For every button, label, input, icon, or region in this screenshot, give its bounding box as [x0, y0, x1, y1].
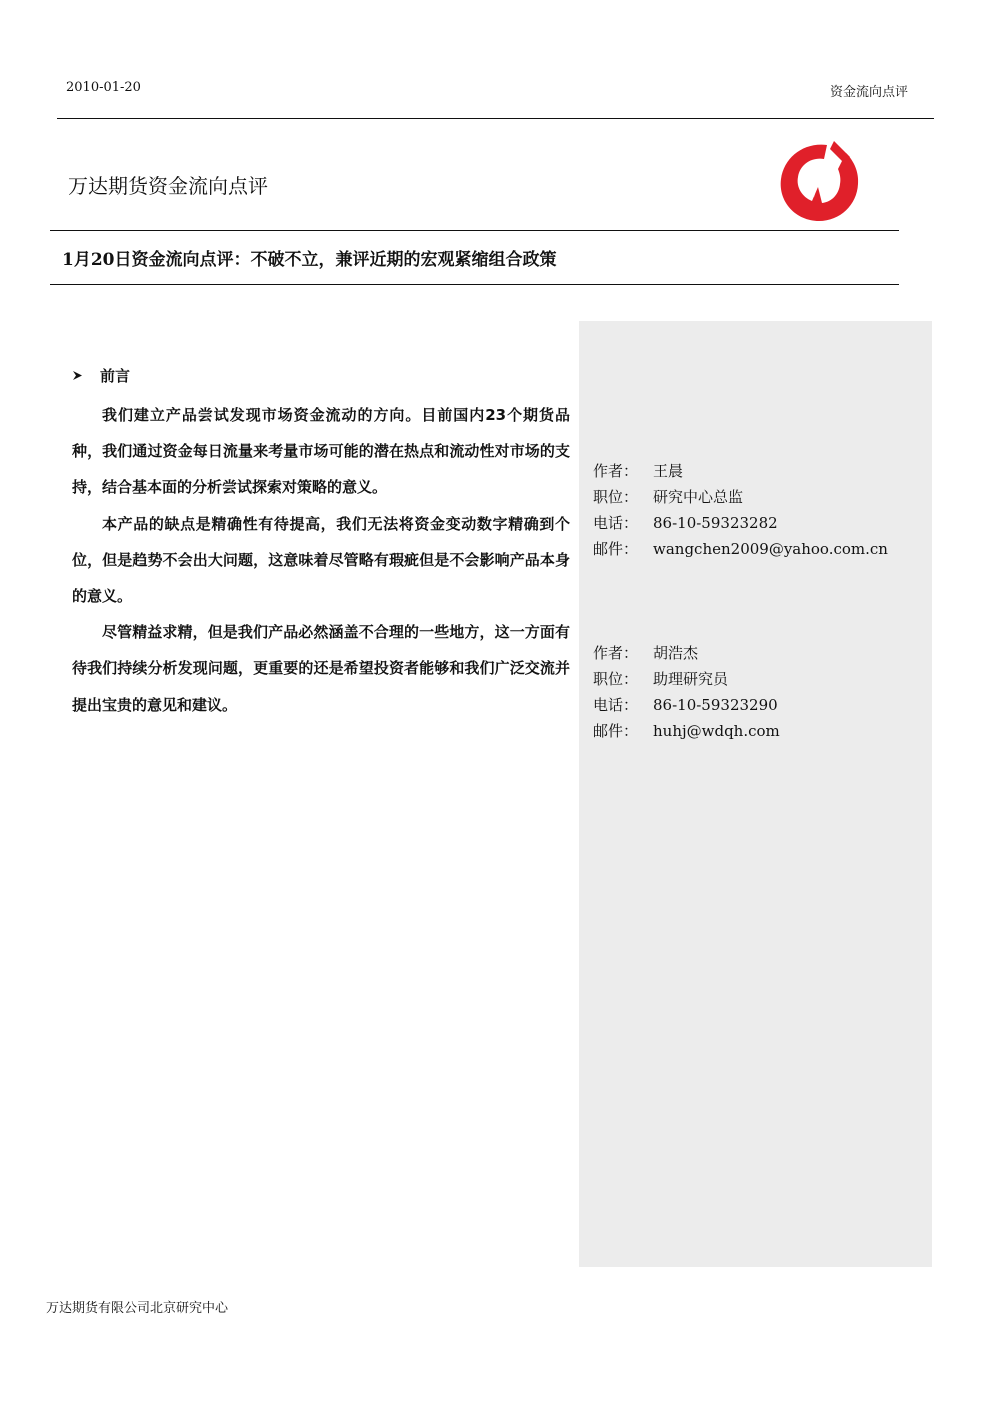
header-date: 2010-01-20 — [66, 80, 141, 95]
author-position: 研究中心总监 — [653, 488, 744, 506]
phone-label: 电话： — [593, 696, 639, 714]
position-label: 职位： — [593, 670, 639, 688]
header-doc-type: 资金流向点评 — [829, 85, 908, 100]
position-row — [593, 666, 780, 692]
wanda-logo-icon — [774, 139, 864, 225]
paragraph: 我们建立产品尝试发现市场资金流动的方向。目前国内23个期货品种，我们通过资金每日流量来考量市场可能的潜在热点和流动性对市场的支持，结合基本面的分析尝试探索对策略的意义。 — [72, 406, 570, 497]
section-body — [72, 397, 570, 723]
phone-row — [593, 510, 888, 536]
position-label: 职位： — [593, 488, 639, 506]
author-email[interactable]: huhj@wdqh.com — [653, 722, 780, 740]
email-label: 邮件： — [593, 540, 639, 558]
author-position: 助理研究员 — [653, 670, 729, 688]
section-heading — [72, 365, 130, 386]
section-heading-text: 前言 — [100, 367, 131, 385]
contact-card — [593, 640, 780, 744]
report-subtitle: 1月20日资金流向点评：不破不立，兼评近期的宏观紧缩组合政策 — [62, 250, 557, 270]
author-email[interactable]: wangchen2009@yahoo.com.cn — [653, 540, 888, 558]
paragraph: 本产品的缺点是精确性有待提高，我们无法将资金变动数字精确到个位，但是趋势不会出大问题，这意味着尽管略有瑕疵但是不会影响产品本身的意义。 — [72, 514, 570, 606]
author-phone: 86-10-59323282 — [653, 514, 778, 532]
email-label: 邮件： — [593, 722, 639, 740]
author-label: 作者： — [593, 462, 639, 480]
email-row — [593, 718, 780, 744]
author-phone: 86-10-59323290 — [653, 696, 778, 714]
header-rule — [57, 118, 934, 119]
page-title: 万达期货资金流向点评 — [68, 174, 268, 198]
position-row — [593, 484, 888, 510]
paragraph: 尽管精益求精，但是我们产品必然涵盖不合理的一些地方，这一方面有待我们持续分析发现问题，更重要的还是希望投资者能够和我们广泛交流并提出宝贵的意见和建议。 — [72, 623, 570, 714]
author-label: 作者： — [593, 644, 639, 662]
phone-row — [593, 692, 780, 718]
subtitle-rule — [50, 284, 899, 285]
author-row — [593, 640, 780, 666]
author-name: 胡浩杰 — [653, 644, 699, 662]
arrowhead-bullet-icon — [72, 367, 100, 385]
author-name: 王晨 — [653, 462, 684, 480]
title-rule — [50, 230, 899, 231]
phone-label: 电话： — [593, 514, 639, 532]
contact-card — [593, 458, 888, 562]
author-row — [593, 458, 888, 484]
email-row — [593, 536, 888, 562]
footer-company: 万达期货有限公司北京研究中心 — [46, 1301, 229, 1316]
